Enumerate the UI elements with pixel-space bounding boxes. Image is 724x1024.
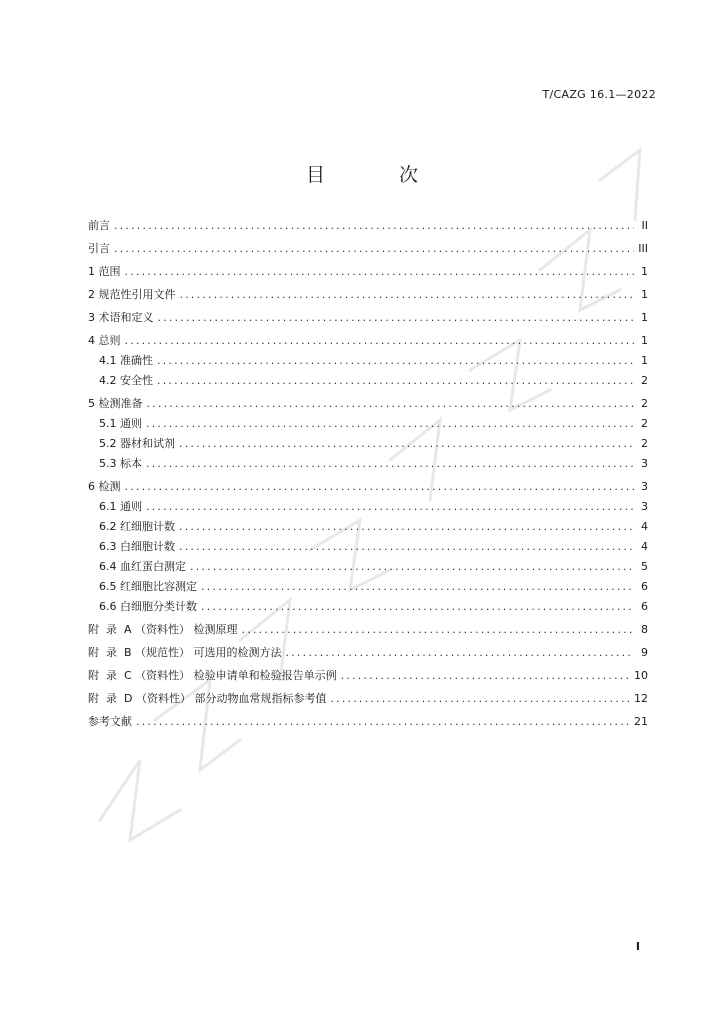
toc-entry[interactable]: [88, 559, 648, 574]
toc-leader-dots: [125, 264, 635, 279]
toc-entry-label: 6.5 红细胞比容测定: [99, 580, 197, 593]
toc-entry[interactable]: [88, 241, 648, 256]
toc-leader-dots: [146, 456, 634, 471]
toc-entry-label: 1 范围: [88, 265, 121, 278]
toc-entry-page: 9: [641, 646, 648, 659]
toc-entry[interactable]: [88, 645, 648, 660]
toc-entry-label: 附 录 D （资料性） 部分动物血常规指标参考值: [88, 692, 327, 705]
toc-entry[interactable]: [88, 691, 648, 706]
toc-entry[interactable]: [88, 396, 648, 411]
toc-entry-label: 2 规范性引用文件: [88, 288, 176, 301]
toc-entry-label: 5 检测准备: [88, 397, 143, 410]
toc-entry[interactable]: [88, 264, 648, 279]
toc-entry-label: 引言: [88, 242, 110, 255]
toc-entry-label: 前言: [88, 219, 110, 232]
toc-entry[interactable]: [88, 479, 648, 494]
toc-entry-label: 附 录 B （规范性） 可选用的检测方法: [88, 646, 282, 659]
toc-leader-dots: [146, 416, 634, 431]
toc-leader-dots: [201, 599, 634, 614]
toc-entry-page: 5: [641, 560, 648, 573]
toc-entry[interactable]: [88, 714, 648, 729]
toc-entry-page: 8: [641, 623, 648, 636]
toc-leader-dots: [158, 310, 635, 325]
toc-leader-dots: [341, 668, 630, 683]
toc-entry-label: 6 检测: [88, 480, 121, 493]
toc-entry[interactable]: [88, 519, 648, 534]
toc-entry[interactable]: [88, 416, 648, 431]
toc-entry-label: 参考文献: [88, 715, 132, 728]
toc-entry-page: 3: [641, 500, 648, 513]
toc-entry-page: 1: [641, 265, 648, 278]
toc-entry-label: 3 术语和定义: [88, 311, 154, 324]
toc-entry-page: 3: [641, 480, 648, 493]
toc-entry-label: 6.4 血红蛋白测定: [99, 560, 186, 573]
toc-entry-label: 4 总则: [88, 334, 121, 347]
toc-entry-label: 6.3 白细胞计数: [99, 540, 175, 553]
toc-entry-page: 2: [641, 437, 648, 450]
toc-entry[interactable]: [88, 539, 648, 554]
toc-leader-dots: [180, 287, 635, 302]
toc-leader-dots: [157, 353, 634, 368]
toc-entry-page: 1: [641, 334, 648, 347]
toc-entry-label: 6.2 红细胞计数: [99, 520, 175, 533]
toc-leader-dots: [286, 645, 634, 660]
toc-entry-page: 4: [641, 520, 648, 533]
toc-leader-dots: [179, 436, 634, 451]
toc-entry-page: 1: [641, 354, 648, 367]
toc-leader-dots: [125, 479, 635, 494]
toc-leader-dots: [125, 333, 635, 348]
toc-entry[interactable]: [88, 579, 648, 594]
toc-entry[interactable]: [88, 353, 648, 368]
toc-entry-page: 2: [641, 374, 648, 387]
toc-entry-label: 6.1 通则: [99, 500, 142, 513]
toc-entry-page: III: [638, 242, 648, 255]
toc-leader-dots: [146, 499, 634, 514]
toc-entry-page: 3: [641, 457, 648, 470]
toc-leader-dots: [147, 396, 635, 411]
toc-leader-dots: [157, 373, 634, 388]
toc-entry-page: 2: [641, 417, 648, 430]
page-number: I: [635, 940, 640, 953]
page-title: 目 次: [305, 164, 453, 186]
toc-entry-page: 12: [634, 692, 648, 705]
toc-entry[interactable]: [88, 373, 648, 388]
toc-entry-page: 4: [641, 540, 648, 553]
toc-entry-label: 4.1 准确性: [99, 354, 153, 367]
toc-leader-dots: [330, 691, 630, 706]
table-of-contents: [88, 218, 648, 729]
toc-entry-page: 6: [641, 580, 648, 593]
toc-entry-page: II: [641, 219, 648, 232]
standard-number: T/CAZG 16.1—2022: [542, 88, 656, 101]
toc-leader-dots: [179, 519, 634, 534]
toc-entry-page: 6: [641, 600, 648, 613]
toc-entry-page: 1: [641, 288, 648, 301]
toc-leader-dots: [190, 559, 634, 574]
toc-entry[interactable]: [88, 436, 648, 451]
toc-leader-dots: [242, 622, 634, 637]
toc-entry-label: 6.6 白细胞分类计数: [99, 600, 197, 613]
toc-leader-dots: [114, 241, 634, 256]
toc-entry[interactable]: [88, 218, 648, 233]
toc-leader-dots: [179, 539, 634, 554]
toc-entry-label: 5.1 通则: [99, 417, 142, 430]
toc-leader-dots: [201, 579, 634, 594]
toc-entry[interactable]: [88, 499, 648, 514]
toc-entry[interactable]: [88, 287, 648, 302]
toc-entry[interactable]: [88, 668, 648, 683]
toc-entry[interactable]: [88, 310, 648, 325]
toc-entry-page: 2: [641, 397, 648, 410]
toc-leader-dots: [114, 218, 634, 233]
toc-entry-label: 附 录 C （资料性） 检验申请单和检验报告单示例: [88, 669, 337, 682]
toc-entry-page: 10: [634, 669, 648, 682]
toc-entry[interactable]: [88, 622, 648, 637]
toc-entry-label: 5.3 标本: [99, 457, 142, 470]
toc-entry-page: 1: [641, 311, 648, 324]
toc-leader-dots: [136, 714, 630, 729]
toc-entry[interactable]: [88, 599, 648, 614]
toc-entry-label: 5.2 器材和试剂: [99, 437, 175, 450]
toc-entry[interactable]: [88, 456, 648, 471]
toc-entry[interactable]: [88, 333, 648, 348]
toc-entry-label: 4.2 安全性: [99, 374, 153, 387]
toc-entry-page: 21: [634, 715, 648, 728]
toc-entry-label: 附 录 A （资料性） 检测原理: [88, 623, 238, 636]
